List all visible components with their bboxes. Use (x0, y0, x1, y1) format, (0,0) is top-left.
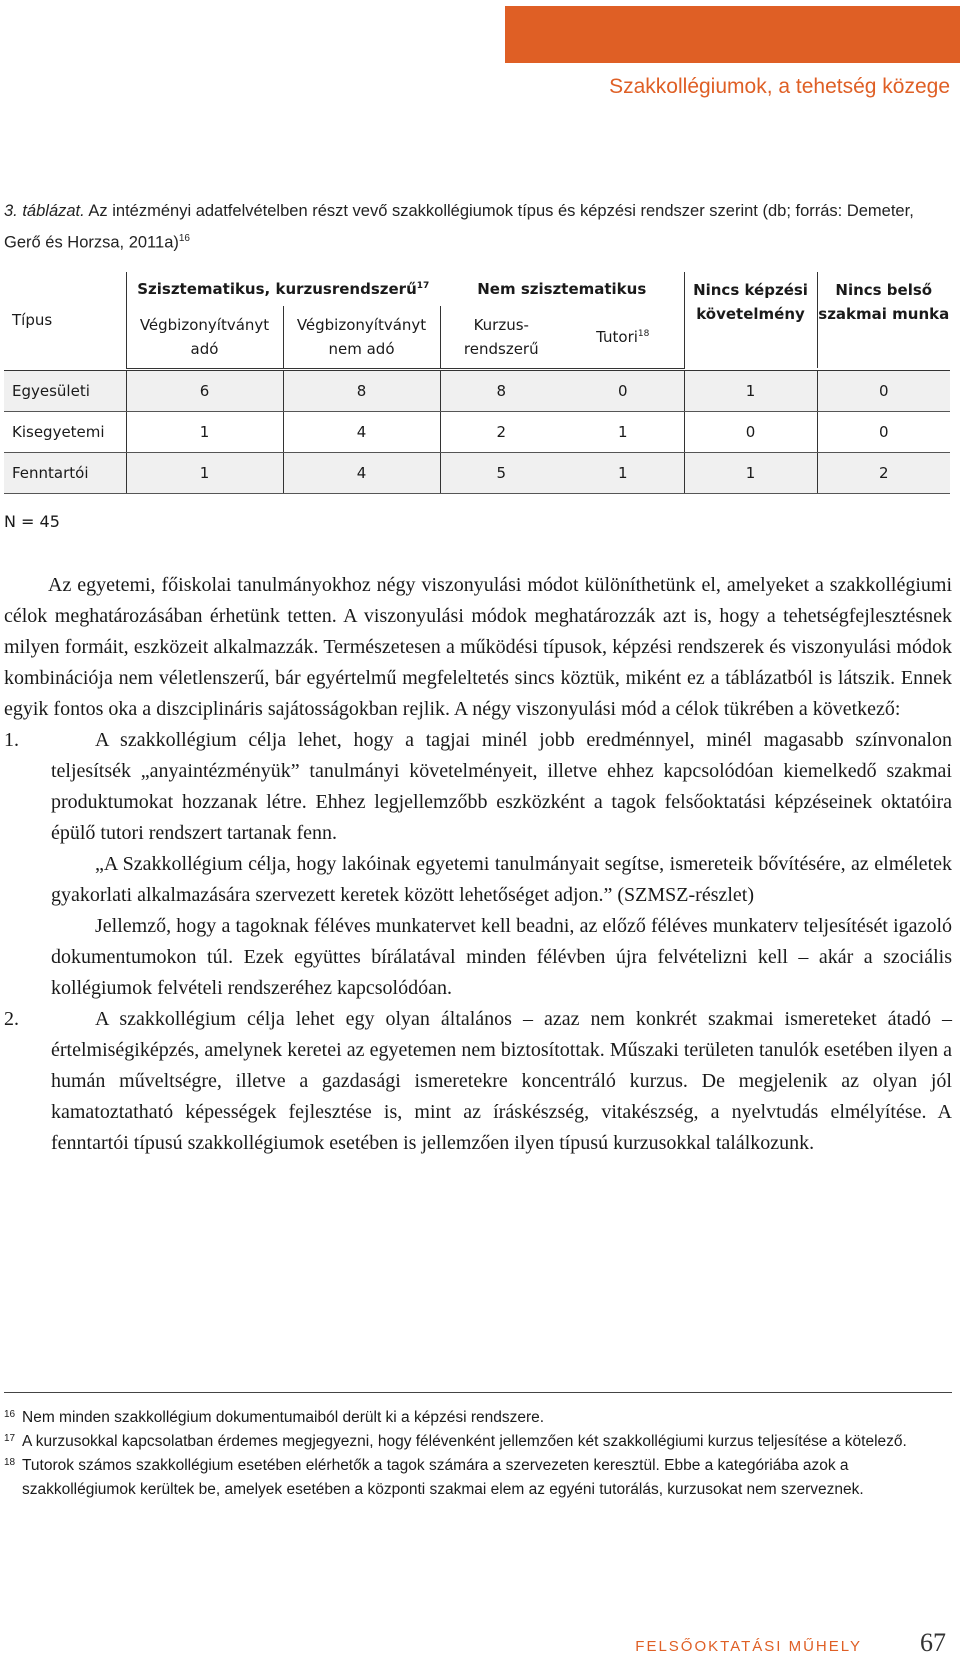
header-course: Kurzus-rendszerű (440, 306, 562, 368)
table-cell: 1 (684, 452, 817, 493)
header-no-training: Nincs képzési követelmény (684, 272, 817, 368)
table-cell: 1 (126, 411, 283, 452)
table-caption (4, 198, 954, 257)
header-cert-not: Végbizonyítványt nem adó (283, 306, 440, 368)
list-item-1-text: A szakkollégium célja lehet, hogy a tagjai minél jobb eredménnyel, minél magasabb színvonalon teljesítsék „anyaintézményük” tanulmányi követelményeit, illetve ehhez kapcsolódóan kiemelkedő szakmai produktumokat hozzanak létre. Ehhez legjellemzőbb eszközként a tagok felsőoktatási képzéseinek oktatóira épülő tutori rendszert tartanak fenn. (51, 729, 952, 844)
table-cell: 6 (126, 370, 283, 411)
table-cell: 2 (817, 452, 950, 493)
header-tutor-label: Tutori (596, 327, 638, 346)
header-type: Típus (12, 311, 53, 329)
caption-number: 3. táblázat. (4, 202, 85, 220)
table-cell: 4 (283, 452, 440, 493)
table-cell: 5 (440, 452, 562, 493)
table-row (4, 452, 950, 493)
table-cell: 0 (817, 370, 950, 411)
header-accent-bar (505, 6, 960, 63)
body-text (4, 570, 952, 1159)
table-cell: 1 (562, 411, 684, 452)
table-row (4, 411, 950, 452)
header-group-systematic-label: Szisztematikus, kurzusrendszerű (137, 280, 417, 298)
table-cell: 1 (684, 370, 817, 411)
footnote-number: 17 (4, 1433, 16, 1444)
footnote (4, 1454, 952, 1502)
table-cell: 0 (817, 411, 950, 452)
footnote (4, 1430, 952, 1454)
caption-footnote-ref: 16 (178, 233, 190, 244)
header-group-systematic (126, 272, 440, 306)
header-cert-gives: Végbizonyítványt adó (126, 306, 283, 368)
table-cell: 8 (283, 370, 440, 411)
table-cell: 1 (126, 452, 283, 493)
row-label: Egyesületi (4, 370, 126, 411)
footnote-number: 16 (4, 1409, 16, 1420)
row-label: Kisegyetemi (4, 411, 126, 452)
table-cell: 0 (684, 411, 817, 452)
caption-text: Az intézményi adatfelvételben részt vevő szakkollégiumok típus és képzési rendszer szerint (db; forrás: Demeter, Gerő és Horzsa, 2011a) (4, 202, 914, 252)
footnote-text: Nem minden szakkollégium dokumentumaiból derült ki a képzési rendszere. (22, 1409, 545, 1426)
intro-paragraph: Az egyetemi, főiskolai tanulmányokhoz négy viszonyulási módot különíthetünk el, amelyeket a szakkollégiumi célok meghatározásában érhetünk tetten. A viszonyulási módok meghatározzák azt is, hogy a tehetségfejlesztésnek milyen formáit, eszközeit alkalmazzák. Természetesen a működési típusok, képzési rendszerek és viszonyulási módok kombinációja nem véletlenszerű, bár egyértelmű megfeleltetés sincs köztük, miként ez a táblázatból is látszik. Ennek egyik fontos oka a diszciplináris sajátosságokban rejlik. A négy viszonyulási mód a célok tükrében a következő: (4, 574, 952, 720)
list-item-2-text: A szakkollégium célja lehet egy olyan általános – azaz nem konkrét szakmai ismereteket átadó – értelmiségiképzés, amelynek keretei az egyetemen nem biztosítottak. Műszaki területen tanulók esetében ilyen a humán műveltségre, illetve a gazdasági ismeretekre koncentráló kurzus. De megjelenik az olyan jól kamatoztatható képességek fejlesztése is, mint az íráskészség, vitakészség, a nyelvtudás elmélyítése. A fenntartói típusú szakkollégiumok esetében is jellemzően ilyen típusú kurzusokkal találkozunk. (51, 1008, 952, 1154)
data-table (4, 272, 950, 494)
header-tutor-ref: 18 (637, 328, 650, 339)
list-item-1-extra: Jellemző, hogy a tagoknak féléves munkatervet kell beadni, az előző féléves munkaterv teljesítését igazoló dokumentumokon túl. Ezek együttes bírálatával minden félévben újra felvételizni kell – akár a szociális kollégiumok felvételi rendszeréhez kapcsolódóan. (51, 915, 952, 999)
list-item-1-quote: „A Szakkollégium célja, hogy lakóinak egyetemi tanulmányait segítse, ismereteik bővítésére, az elméletek gyakorlati alkalmazására szervezett keretek között lehetőséget adjon.” (SZMSZ-részlet) (51, 853, 952, 906)
list-item-2 (4, 1004, 952, 1159)
page-number: 67 (920, 1628, 946, 1657)
footnote (4, 1406, 952, 1430)
table-row (4, 370, 950, 411)
header-group-systematic-ref: 17 (416, 281, 430, 291)
header-no-internal: Nincs belső szakmai munka (817, 272, 950, 368)
footnotes (4, 1406, 952, 1502)
footnote-divider (4, 1392, 952, 1393)
list-item-1 (4, 725, 952, 1004)
list-marker: 1. (4, 729, 19, 751)
list-marker: 2. (4, 1008, 19, 1030)
footnote-text: A kurzusokkal kapcsolatban érdemes megjegyezni, hogy félévenként jellemzően két szakkollégiumi kurzus teljesítése a kötelező. (22, 1433, 907, 1450)
footnote-text: Tutorok számos szakkollégium esetében elérhetők a tagok számára a szervezeten keresztül. Ebbe a kategóriába azok a szakkollégiumok kerültek be, amelyek esetében a központi szakmai elem az egyéni tutorálás, kurzusokat nem szerveznek. (22, 1457, 864, 1498)
journal-name: FELSŐOKTATÁSI MŰHELY (635, 1638, 862, 1655)
table-cell: 0 (562, 370, 684, 411)
header-group-nonsystematic: Nem szisztematikus (477, 280, 647, 298)
running-head: Szakkollégiumok, a tehetség közege (609, 75, 950, 98)
footnote-number: 18 (4, 1457, 16, 1468)
table-cell: 8 (440, 370, 562, 411)
header-tutor (562, 306, 684, 368)
row-label: Fenntartói (4, 452, 126, 493)
table-cell: 4 (283, 411, 440, 452)
table-cell: 1 (562, 452, 684, 493)
table-cell: 2 (440, 411, 562, 452)
sample-size-label: N = 45 (4, 512, 60, 531)
